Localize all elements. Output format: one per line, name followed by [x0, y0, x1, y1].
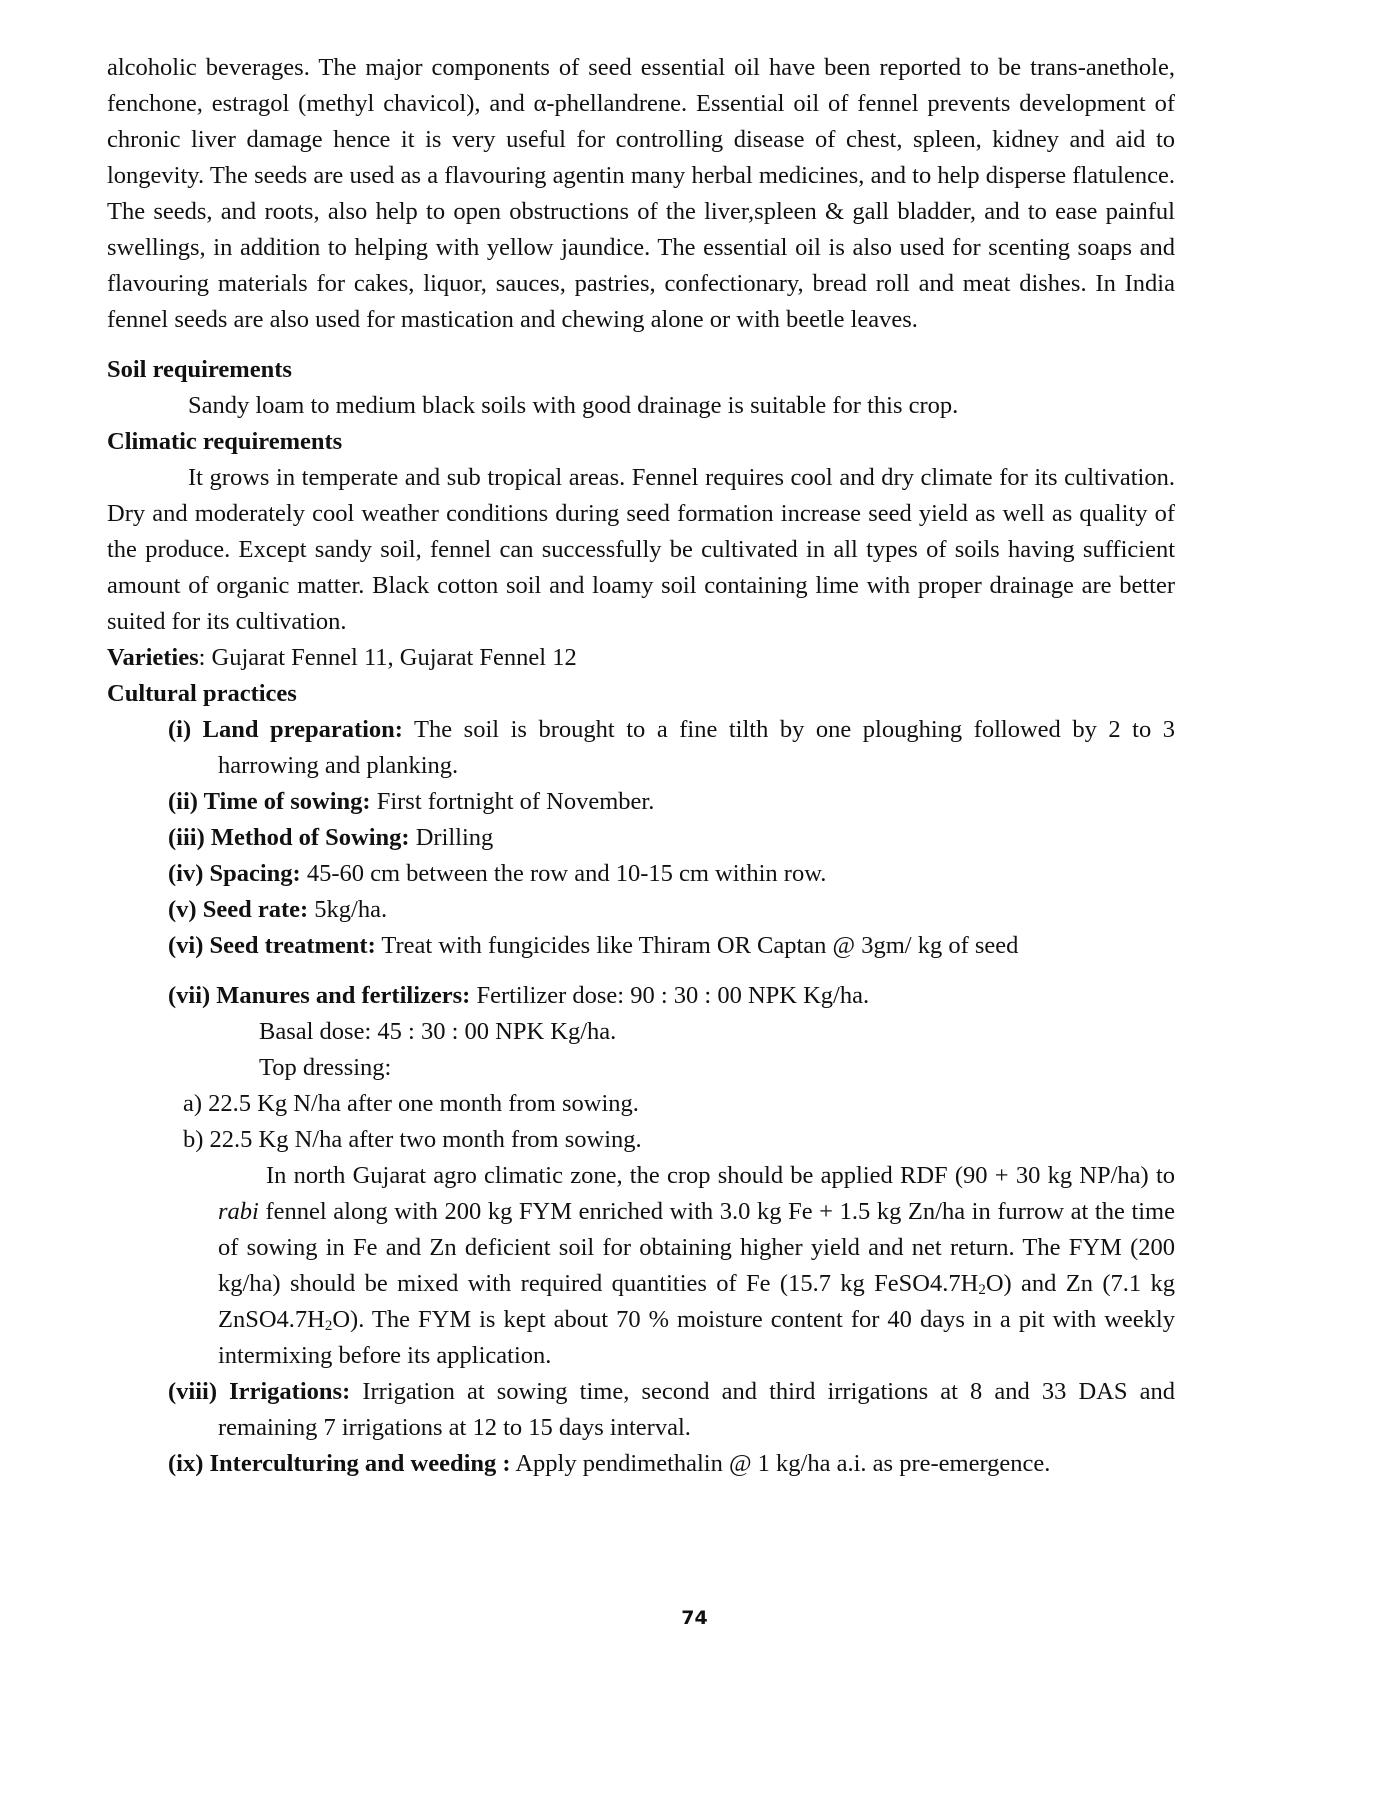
spacer: [107, 338, 1175, 352]
practice-text: Irrigation at sowing time, second and third irrigations at 8 and 33 DAS and remaining 7 irrigations at 12 to 15 days interval.: [218, 1378, 1175, 1441]
practice-item: [168, 856, 1175, 892]
fym-rabi: rabi: [218, 1198, 259, 1225]
practice-label: (ix) Interculturing and weeding :: [168, 1450, 511, 1477]
climate-text: It grows in temperate and sub tropical areas. Fennel requires cool and dry climate for its cultivation. Dry and moderately cool weather conditions during seed formation increase seed yield as well as quality of the produce. Except sandy soil, fennel can successfully be cultivated in all types of soils having sufficient amount of organic matter. Black cotton soil and loamy soil containing lime with proper drainage are better suited for its cultivation.: [107, 464, 1175, 635]
fym-text-4: O). The FYM is kept about 70 % moisture content for 40 days in a pit with weekly intermixing before its application.: [218, 1306, 1175, 1369]
practice-item: [168, 712, 1175, 784]
page-number: 74: [681, 1607, 708, 1629]
practice-text: 45-60 cm between the row and 10-15 cm within row.: [300, 860, 827, 887]
practice-text: Drilling: [409, 824, 494, 851]
practice-item: [168, 892, 1175, 928]
practice-item: [168, 928, 1175, 964]
practice-label: (vi) Seed treatment:: [168, 932, 376, 959]
basal-dose: Basal dose: 45 : 30 : 00 NPK Kg/ha.: [259, 1018, 617, 1045]
practice-item: [168, 978, 1175, 1014]
practice-text: 5kg/ha.: [308, 896, 388, 923]
varieties-text: : Gujarat Fennel 11, Gujarat Fennel 12: [198, 644, 577, 671]
soil-heading: Soil requirements: [107, 356, 292, 383]
cultural-heading: Cultural practices: [107, 680, 297, 707]
practice-text: Apply pendimethalin @ 1 kg/ha a.i. as pre-emergence.: [510, 1450, 1051, 1477]
subscript: 2: [978, 1282, 986, 1298]
intro-paragraph: alcoholic beverages. The major components of seed essential oil have been reported to be trans-anethole, fenchone, estragol (methyl chavicol), and α-phellandrene. Essential oil of fennel prevents development of chronic liver damage hence it is very useful for controlling disease of chest, spleen, kidney and aid to longevity. The seeds are used as a flavouring agentin many herbal medicines, and to help disperse flatulence. The seeds, and roots, also help to open obstructions of the liver,spleen & gall bladder, and to ease painful swellings, in addition to helping with yellow jaundice. The essential oil is also used for scenting soaps and flavouring materials for cakes, liquor, sauces, pastries, confectionary, bread roll and meat dishes. In India fennel seeds are also used for mastication and chewing alone or with beetle leaves.: [107, 54, 1175, 333]
practice-label: (iii) Method of Sowing:: [168, 824, 410, 851]
climate-heading: Climatic requirements: [107, 428, 343, 455]
top-dressing-b: b) 22.5 Kg N/ha after two month from sowing.: [183, 1126, 642, 1153]
spacer: [107, 964, 1175, 978]
practice-text: The soil is brought to a fine tilth by one ploughing followed by 2 to 3 harrowing and planking.: [218, 716, 1175, 779]
practice-text: Fertilizer dose: 90 : 30 : 00 NPK Kg/ha.: [470, 982, 870, 1009]
varieties-line: [107, 640, 1175, 676]
practice-item: [168, 820, 1175, 856]
practice-text: First fortnight of November.: [370, 788, 655, 815]
practice-label: (iv) Spacing:: [168, 860, 301, 887]
fym-text-1: In north Gujarat agro climatic zone, the crop should be applied RDF (90 + 30 kg NP/ha) to: [266, 1162, 1175, 1189]
fym-paragraph: [218, 1158, 1175, 1374]
top-dressing-a: a) 22.5 Kg N/ha after one month from sowing.: [183, 1090, 639, 1117]
practice-text: Treat with fungicides like Thiram OR Captan @ 3gm/ kg of seed: [375, 932, 1019, 959]
fym-text: [218, 1158, 1175, 1374]
practice-label: (vii) Manures and fertilizers:: [168, 982, 471, 1009]
fym-text-3: O) and Zn (7.1 kg ZnSO4.7H: [218, 1270, 1175, 1333]
fym-text-2: fennel along with 200 kg FYM enriched with 3.0 kg Fe + 1.5 kg Zn/ha in furrow at the time of sowing in Fe and Zn deficient soil for obtaining higher yield and net return. The FYM (200 kg/ha) should be mixed with required quantities of Fe (15.7 kg FeSO4.7H: [218, 1198, 1175, 1297]
top-dressing-label: Top dressing:: [259, 1054, 392, 1081]
practice-item: [168, 1374, 1175, 1446]
practice-label: (v) Seed rate:: [168, 896, 309, 923]
subscript: 2: [324, 1318, 333, 1334]
practice-label: (i) Land preparation:: [168, 716, 403, 743]
soil-text: Sandy loam to medium black soils with good drainage is suitable for this crop.: [188, 392, 959, 419]
practice-label: (ii) Time of sowing:: [168, 788, 371, 815]
varieties-label: Varieties: [107, 644, 199, 671]
page-body: [107, 50, 1175, 1482]
practice-item: [168, 1446, 1175, 1482]
practice-item: [168, 784, 1175, 820]
practice-label: (viii) Irrigations:: [168, 1378, 351, 1405]
